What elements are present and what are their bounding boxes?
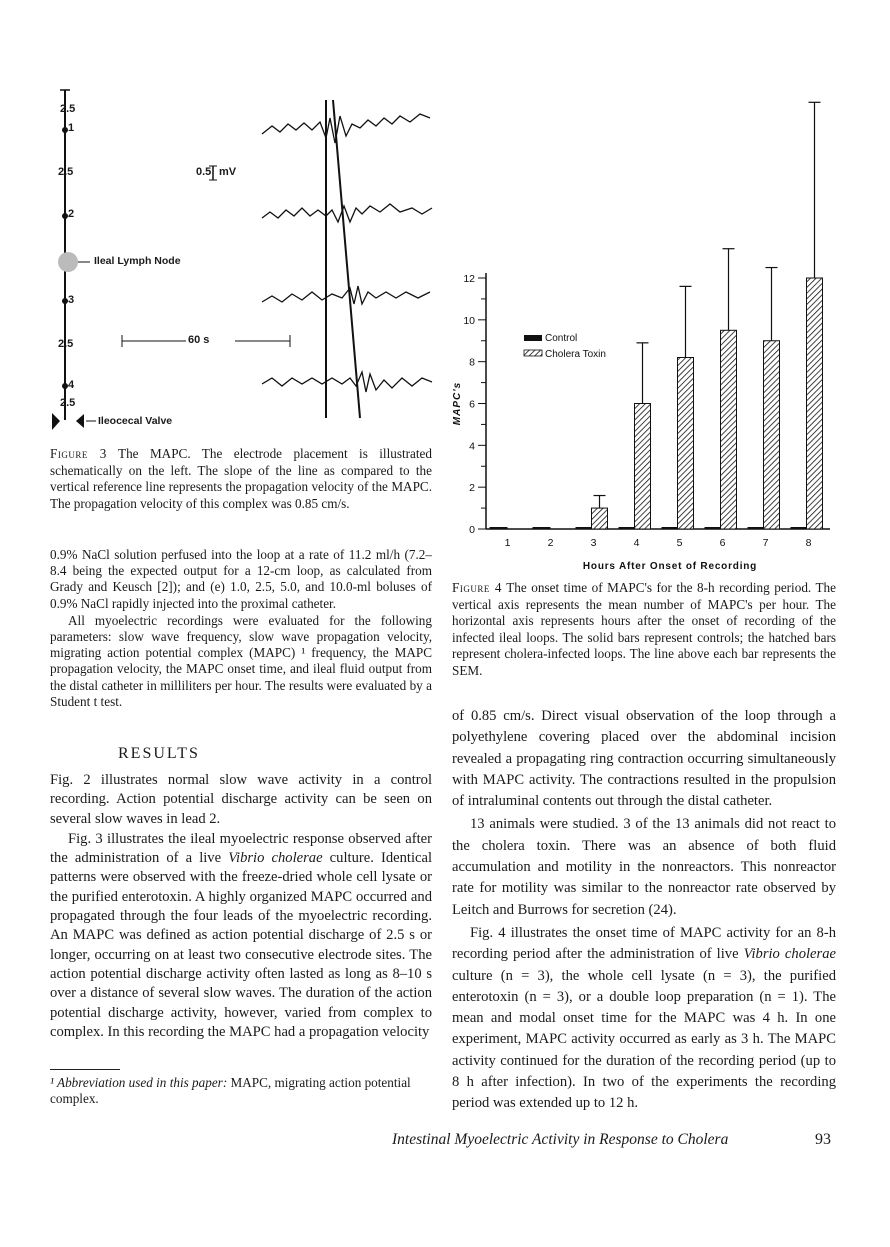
- y-axis-label: MAPC's: [452, 381, 463, 426]
- paragraph: Fig. 3 illustrates the ileal myoelectric response observed after the administration of a live Vibrio cholerae culture. Identical patterns were observed with the freeze-dried whole cell lysate or the purified enterotoxin. A highly organized MAPC occurred and propagated through the four leads of the myoelectric recording. An MAPC was defined as action potential discharge of 2.5 s or longer, occurring on at least two consecutive electrode sites. The action potential discharge activity often lasted as long as 8–10 s over a distance of several slow waves. The duration of the action potential discharge activity, however, varied from complex to complex. In this recording the MAPC had a propagation velocity: [50, 830, 433, 1040]
- control-bar: [533, 527, 551, 529]
- figure-4-caption: [452, 580, 836, 680]
- x-tick-label: 5: [676, 537, 683, 549]
- electrode-number-label: 4: [68, 379, 75, 391]
- figure-3-caption-text: The MAPC. The electrode placement is illustrated schematically on the left. The slope of the line as compared to the vertical reference line represents the propagation velocity of the MAPC. The propagation velocity of this complex was 0.85 cm/s.: [50, 446, 432, 511]
- voltage-scale-value: 0.5: [196, 166, 212, 178]
- electrode-marker-label: 2.5: [60, 103, 76, 115]
- y-tick-label: 6: [469, 398, 475, 411]
- legend-control-swatch: [524, 335, 542, 341]
- paragraph: Fig. 4 illustrates the onset time of MAPC activity for an 8-h recording period after the administration of live Vibrio cholerae culture (n = 3), the whole cell lysate (n = 3), the purified enterotoxin (n = 3), or a double loop preparation (n = 1). The mean and modal onset time for the MAPC was 4 h. In one experiment, MAPC activity occurred as early as 3 h. The MAPC activity continued for the duration of the recording period (up to 8 h after infection). In two of the experiments the recording period was extended up to 12 h.: [452, 924, 836, 1112]
- y-tick-label: 4: [469, 440, 475, 453]
- legend-toxin-swatch: [524, 350, 542, 356]
- x-axis-label: Hours After Onset of Recording: [582, 561, 758, 572]
- right-column-text: [452, 706, 836, 1115]
- y-tick-label: 8: [469, 356, 475, 369]
- figure-4-caption-lead: Figure 4: [452, 580, 502, 595]
- species-name: Vibrio cholerae: [743, 946, 836, 963]
- cholera-toxin-bar: [764, 341, 780, 529]
- electrode-marker-label: 2.5: [58, 166, 74, 178]
- y-tick-label: 0: [469, 524, 475, 536]
- cholera-toxin-bar: [592, 508, 608, 529]
- control-bar: [490, 527, 508, 529]
- figure-4-chart: [440, 88, 840, 580]
- voltage-scale-unit: mV: [219, 166, 237, 178]
- y-tick-label: 10: [463, 314, 475, 327]
- footnote-lead: ¹ Abbreviation used in this paper:: [50, 1075, 228, 1090]
- paragraph: 0.9% NaCl solution perfused into the loop at a rate of 11.2 ml/h (7.2–8.4 being the expected output for a 12-cm loop, as calculated from Grady and Keusch [2]); and (e) 1.0, 2.5, 5.0, and 10.0-ml boluses of 0.9% NaCl rapidly injected into the proximal catheter.: [50, 547, 432, 611]
- ileocecal-valve-label: Ileocecal Valve: [98, 415, 173, 427]
- figure-4-caption-text: The onset time of MAPC's for the 8-h recording period. The vertical axis represents the mean number of MAPC's per hour. The horizontal axis represents hours after the onset of recording of the infected ileal loops. The solid bars represent controls; the hatched bars represent cholera-infected loops. The line above each bar represents the SEM.: [452, 580, 836, 678]
- y-tick-label: 12: [463, 273, 475, 285]
- x-tick-label: 6: [719, 537, 726, 549]
- lymph-node-label: Ileal Lymph Node: [94, 255, 181, 267]
- paragraph: 13 animals were studied. 3 of the 13 animals did not react to the cholera toxin. There was an absence of both fluid accumulation and motility in the nonreactors. This nonreactor rate for motility was similar to the nonreactor rate observed by Leitch and Burrows for secretion (24).: [452, 816, 836, 918]
- control-bar: [705, 527, 723, 529]
- figure-3-caption: [50, 446, 432, 512]
- control-bar: [748, 527, 766, 529]
- running-title: Intestinal Myoelectric Activity in Response to Cholera: [392, 1131, 729, 1148]
- time-scale-label: 60 s: [188, 334, 210, 346]
- footnote: ¹ Abbreviation used in this paper: MAPC, migrating action potential complex.: [50, 1075, 411, 1106]
- section-heading: RESULTS: [118, 745, 200, 762]
- x-tick-label: 2: [547, 537, 554, 549]
- x-tick-label: 4: [633, 537, 640, 549]
- y-tick-label: 2: [469, 482, 475, 495]
- x-tick-label: 7: [762, 537, 769, 549]
- paragraph: Fig. 2 illustrates normal slow wave activity in a control recording. Action potential discharge activity can be seen on several slow waves in lead 2.: [50, 772, 432, 827]
- electrode-marker-label: 2.5: [58, 338, 74, 350]
- control-bar: [576, 527, 594, 529]
- page-number: 93: [815, 1131, 831, 1148]
- cholera-toxin-bar: [678, 357, 694, 529]
- species-name: Vibrio cholerae: [228, 850, 323, 867]
- cholera-toxin-bar: [807, 278, 823, 529]
- control-bar: [662, 527, 680, 529]
- legend-control-label: Control: [545, 333, 578, 344]
- x-tick-label: 3: [590, 537, 597, 549]
- left-column-results: [50, 771, 432, 1042]
- legend-toxin-label: Cholera Toxin: [545, 349, 606, 360]
- control-bar: [619, 527, 637, 529]
- electrode-number-label: 1: [68, 122, 75, 134]
- cholera-toxin-bar: [721, 330, 737, 529]
- figure-3-caption-lead: Figure 3: [50, 446, 107, 461]
- electrode-number-label: 3: [68, 294, 75, 306]
- control-bar: [791, 527, 809, 529]
- cholera-toxin-bar: [635, 404, 651, 530]
- electrode-marker-label: 2.5: [60, 397, 76, 409]
- electrode-number-label: 2: [68, 208, 75, 220]
- left-column-methods: [50, 547, 432, 710]
- paragraph: of 0.85 cm/s. Direct visual observation of the loop through a polyethylene covering placed over the abdominal incision revealed a propagating ring contraction occurring simultaneously with MAPC activity. The contractions resulted in the propulsion of intraluminal contents out through the distal catheter.: [452, 708, 836, 810]
- x-tick-label: 1: [504, 537, 511, 549]
- footnote-rule: [50, 1069, 120, 1070]
- paragraph: All myoelectric recordings were evaluated for the following parameters: slow wave frequency, slow wave propagation velocity, migrating action potential complex (MAPC) ¹ frequency, the MAPC propagation velocity, the MAPC onset time, and ileal fluid output from the distal catheter in milliliters per hour. The results were evaluated by a Student t test.: [50, 612, 432, 709]
- x-tick-label: 8: [805, 537, 812, 549]
